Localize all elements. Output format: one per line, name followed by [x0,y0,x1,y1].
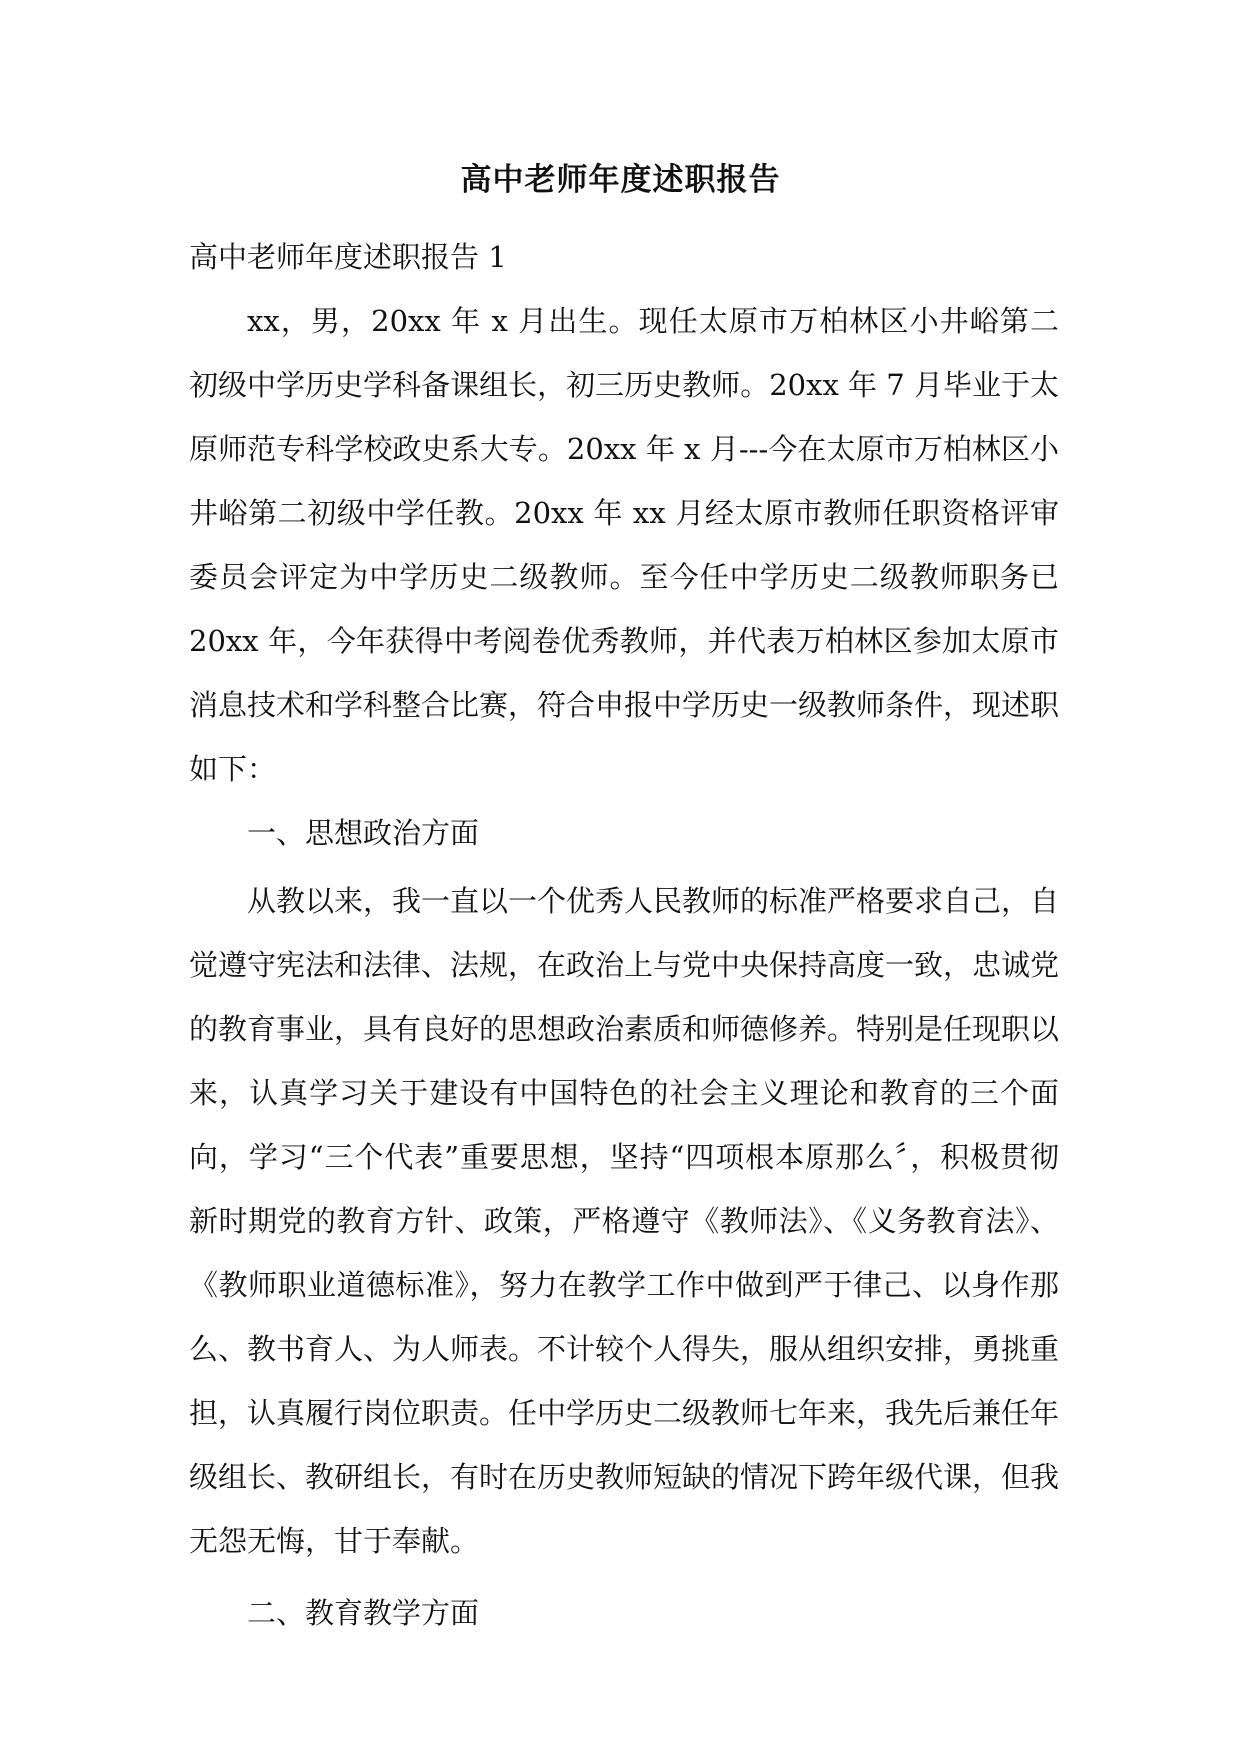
paragraph-political: 从教以来，我一直以一个优秀人民教师的标准严格要求自己，自觉遵守宪法和法律、法规，在政治上与党中央保持高度一致，忠诚党的教育事业，具有良好的思想政治素质和师德修养。特别是任现职以来，认真学习关于建设有中国特色的社会主义理论和教育的三个面向，学习“三个代表”重要思想，坚持“四项根本原那么〞，积极贯彻新时期党的教育方针、政策，严格遵守《教师法》、《义务教育法》、《教师职业道德标准》，努力在教学工作中做到严于律己、以身作那么、教书育人、为人师表。不计较个人得失，服从组织安排，勇挑重担，认真履行岗位职责。任中学历史二级教师七年来，我先后兼任年级组长、教研组长，有时在历史教师短缺的情况下跨年级代课，但我无怨无悔，甘于奉献。 [189,884,1060,1558]
section-heading-teaching: 二、教育教学方面 [247,1596,480,1630]
document-body [189,225,1059,1645]
report-subtitle: 高中老师年度述职报告 1 [189,240,507,274]
document-title: 高中老师年度述职报告 [460,162,781,198]
section-heading-political: 一、思想政治方面 [247,816,480,850]
paragraph-intro: xx，男，20xx 年 x 月出生。现任太原市万柏林区小井峪第二初级中学历史学科备课组长，初三历史教师。20xx 年 7 月毕业于太原师范专科学校政史系大专。20xx 年 x 月---今在太原市万柏林区小井峪第二初级中学任教。20xx 年 xx 月经太原市教师任职资格评审委员会评定为中学历史二级教师。至今任中学历史二级教师职务已 20xx 年，今年获得中考阅卷优秀教师，并代表万柏林区参加太原市消息技术和学科整合比赛，符合申报中学历史一级教师条件，现述职如下： [189,304,1060,786]
